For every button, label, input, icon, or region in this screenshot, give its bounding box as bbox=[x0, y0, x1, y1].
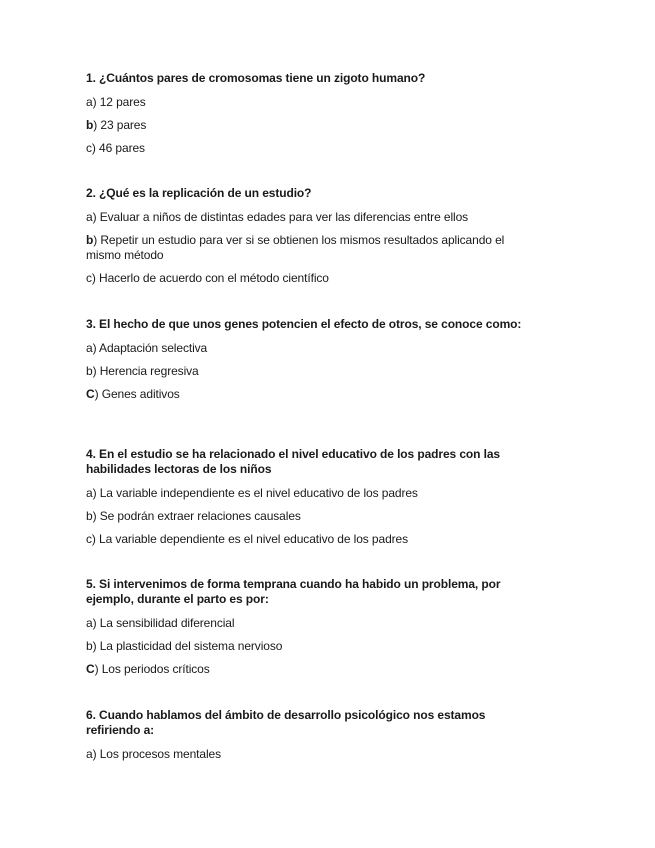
option-text: ) 23 pares bbox=[93, 118, 147, 132]
option-a bbox=[86, 341, 526, 356]
question-4 bbox=[86, 447, 526, 555]
option-letter: a bbox=[86, 95, 93, 109]
option-text: ) 46 pares bbox=[91, 141, 145, 155]
option-b bbox=[86, 639, 526, 654]
option-c bbox=[86, 271, 526, 286]
option-letter: C bbox=[86, 662, 95, 676]
option-letter: b bbox=[86, 118, 94, 132]
option-letter: a bbox=[86, 486, 93, 500]
option-text: ) La plasticidad del sistema nervioso bbox=[92, 639, 283, 653]
question-1 bbox=[86, 71, 526, 164]
option-a bbox=[86, 616, 526, 631]
question-6 bbox=[86, 708, 526, 770]
option-text: ) Adaptación selectiva bbox=[92, 341, 208, 355]
option-letter: a bbox=[86, 210, 93, 224]
option-letter: c bbox=[86, 141, 92, 155]
question-text: 1. ¿Cuántos pares de cromosomas tiene un zigoto humano? bbox=[86, 71, 426, 85]
option-c bbox=[86, 662, 526, 677]
option-text: ) La variable independiente es el nivel educativo de los padres bbox=[92, 486, 418, 500]
option-text: ) La sensibilidad diferencial bbox=[92, 616, 235, 630]
option-text: ) Evaluar a niños de distintas edades para ver las diferencias entre ellos bbox=[92, 210, 469, 224]
option-text: ) Los periodos críticos bbox=[94, 662, 210, 676]
question-text: 5. Si intervenimos de forma temprana cuando ha habido un problema, por ejemplo, durante el parto es por: bbox=[86, 577, 501, 606]
option-text: ) Herencia regresiva bbox=[92, 364, 199, 378]
option-letter: b bbox=[86, 639, 93, 653]
option-letter: b bbox=[86, 364, 93, 378]
option-letter: C bbox=[86, 387, 95, 401]
question-5 bbox=[86, 577, 526, 685]
option-text: ) Se podrán extraer relaciones causales bbox=[92, 509, 301, 523]
option-text: ) Repetir un estudio para ver si se obtienen los mismos resultados aplicando el mismo método bbox=[86, 233, 505, 262]
option-letter: b bbox=[86, 509, 93, 523]
option-c bbox=[86, 141, 526, 156]
option-text: ) Los procesos mentales bbox=[92, 747, 222, 761]
option-b bbox=[86, 509, 526, 524]
option-letter: a bbox=[86, 616, 93, 630]
option-a bbox=[86, 95, 526, 110]
question-text: 3. El hecho de que unos genes potencien el efecto de otros, se conoce como: bbox=[86, 317, 522, 331]
option-text: ) Hacerlo de acuerdo con el método científico bbox=[91, 271, 329, 285]
option-letter: a bbox=[86, 747, 93, 761]
option-b bbox=[86, 364, 526, 379]
option-letter: a bbox=[86, 341, 93, 355]
option-b bbox=[86, 118, 526, 133]
option-text: ) Genes aditivos bbox=[94, 387, 180, 401]
question-3 bbox=[86, 317, 526, 410]
option-text: ) La variable dependiente es el nivel educativo de los padres bbox=[91, 532, 409, 546]
option-a bbox=[86, 210, 526, 225]
question-text: 2. ¿Qué es la replicación de un estudio? bbox=[86, 186, 312, 200]
option-letter: c bbox=[86, 271, 92, 285]
option-b bbox=[86, 233, 526, 263]
question-text: 4. En el estudio se ha relacionado el nivel educativo de los padres con las habilidades lectoras de los niños bbox=[86, 447, 500, 476]
option-text: ) 12 pares bbox=[92, 95, 146, 109]
option-letter: b bbox=[86, 233, 94, 247]
question-2 bbox=[86, 186, 526, 294]
option-c bbox=[86, 387, 526, 402]
option-a bbox=[86, 747, 526, 762]
option-a bbox=[86, 486, 526, 501]
option-c bbox=[86, 532, 526, 547]
option-letter: c bbox=[86, 532, 92, 546]
question-text: 6. Cuando hablamos del ámbito de desarrollo psicológico nos estamos refiriendo a: bbox=[86, 708, 486, 737]
